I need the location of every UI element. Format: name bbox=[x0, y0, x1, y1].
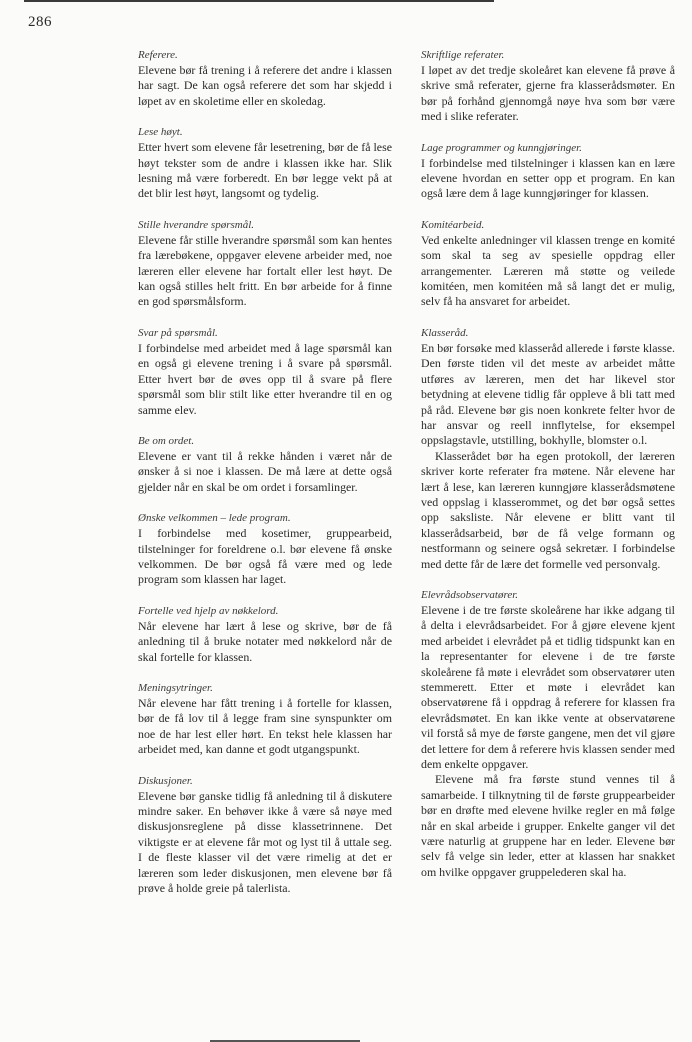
section-heading: Elevrådsobservatører. bbox=[421, 588, 519, 601]
section-heading: Skriftlige referater. bbox=[421, 49, 505, 61]
page-number: 286 bbox=[28, 14, 52, 30]
body-paragraph: Elevene får stille hverandre spørsmål som kan hentes fra lærebøkene, oppgaver elevene arbeider med, noe læreren eller elevene har fortalt eller lest høyt. De kan også stilles helt fritt. En bør arbeide for å finne en god spørsmålsform. bbox=[138, 232, 392, 309]
body-paragraph: Elevene bør ganske tidlig få anledning til å diskutere mindre saker. En behøver ikke å være så nøye med diskusjonsreglene på disse klassetrinnene. Det viktigste er at elevene får mot og lyst til å uttale seg. I de fleste klasser vil det være rimelig at det er læreren som leder diskusjonen, men elevene bør få prøve å holde greie på talerlista. bbox=[138, 788, 392, 896]
section-heading: Komitéarbeid. bbox=[421, 218, 485, 231]
body-paragraph: Når elevene har lært å lese og skrive, bør de få anledning til å bruke notater med nøkkelord når de skal fortelle for klassen. bbox=[138, 618, 392, 664]
section bbox=[421, 588, 675, 880]
section-heading: Klasseråd. bbox=[421, 326, 469, 339]
section bbox=[138, 511, 392, 588]
body-paragraph: Ved enkelte anledninger vil klassen trenge en komité som skal ta seg av spesielle oppdrag eller arrangementer. Læreren må støtte og veilede komitéen, men komitéen må så langt det er mulig, selv få ha ansvaret for arbeidet. bbox=[421, 232, 675, 309]
section-heading: Stille hverandre spørsmål. bbox=[138, 218, 254, 231]
section bbox=[138, 48, 392, 109]
section-heading: Lese høyt. bbox=[138, 126, 183, 139]
section-heading: Diskusjoner. bbox=[138, 774, 193, 787]
section bbox=[138, 326, 392, 418]
section bbox=[138, 218, 392, 310]
body-paragraph: I forbindelse med tilstelninger i klassen kan en lære elevene hvordan en setter opp et program. En kan også lære dem å lage kunngjøringer for klassen. bbox=[421, 155, 675, 201]
section-heading: Referere. bbox=[138, 49, 178, 61]
body-paragraph: Elevene er vant til å rekke hånden i været når de ønsker å si noe i klassen. De må lære at dette også gjelder når en skal be om ordet i forsamlinger. bbox=[138, 448, 392, 494]
section bbox=[138, 434, 392, 495]
section bbox=[421, 218, 675, 310]
section bbox=[421, 326, 675, 572]
section bbox=[421, 141, 675, 202]
section-heading: Svar på spørsmål. bbox=[138, 326, 218, 339]
section-heading: Lage programmer og kunngjøringer. bbox=[421, 141, 582, 154]
body-paragraph: Når elevene har fått trening i å fortelle for klassen, bør de få lov til å legge fram sine synspunkter om noe de har lest eller hørt. En tekst hele klassen har arbeidet med, kan danne et godt utgangspunkt. bbox=[138, 695, 392, 757]
section bbox=[138, 681, 392, 758]
body-paragraph: Klasserådet bør ha egen protokoll, der læreren skriver korte referater fra møtene. Når elevene har lært å lese, kan læreren kunngjøre klasserådsmøtene ved oppslag i klasserommet, og det bør også settes opp saksliste. Når elevene er blitt vant til klasserådsarbeid, bør de få velge formann og nestformann og seinere også sekretær. I forbindelse med dette får de lære det formelle ved personvalg. bbox=[421, 448, 675, 571]
body-paragraph: I forbindelse med kosetimer, gruppearbeid, tilstelninger for foreldrene o.l. bør elevene få ønske velkommen. De bør også få være med og lede program som klassen har laget. bbox=[138, 526, 392, 587]
section bbox=[138, 774, 392, 897]
left-column bbox=[138, 48, 392, 912]
section bbox=[421, 48, 675, 125]
section bbox=[138, 604, 392, 665]
body-paragraph: Elevene må fra første stund vennes til å samarbeide. I tilknytning til de første gruppearbeider bør en drøfte med elevene hvilke regler en må følge når en skal arbeide i grupper. Enkelte ganger vil det være naturlig at gruppene har en leder. Elevene bør selv få velge sin leder, etter at klassen har snakket om hvilke oppgaver gruppelederen skal ha. bbox=[421, 772, 675, 879]
section-heading: Meningsytringer. bbox=[138, 681, 213, 694]
body-paragraph: Elevene bør få trening i å referere det andre i klassen har sagt. De kan også referere det som har skjedd i løpet av en skoletime eller en skoledag. bbox=[138, 63, 392, 108]
body-paragraph: En bør forsøke med klasseråd allerede i første klasse. Den første tiden vil det meste av arbeidet måtte utføres av læreren, men det har likevel stor betydning at elevene tidlig får oppleve å bli tatt med på råd. Elevene bør gis noen konkrete felter hvor de har ansvar og reell innflytelse, for eksempel oppslagstavle, utstilling, bokhylle, blomster o.l. bbox=[421, 340, 675, 448]
section-heading: Ønske velkommen – lede program. bbox=[138, 512, 291, 525]
body-paragraph: Etter hvert som elevene får lesetrening, bør de få lese høyt tekster som de andre i klassen ikke har. Slik lesning må være forberedt. En bør legge vekt på at det blir lest høyt, langsomt og tydelig. bbox=[138, 140, 392, 201]
section-heading: Fortelle ved hjelp av nøkkelord. bbox=[138, 604, 279, 617]
section bbox=[138, 125, 392, 202]
body-paragraph: I forbindelse med arbeidet med å lage spørsmål kan en også gi elevene trening i å svare på spørsmål. Etter hvert bør de øves opp til å svare på flere spørsmål som blir stilt like etter hverandre til en og samme elev. bbox=[138, 340, 392, 417]
body-paragraph: I løpet av det tredje skoleåret kan elevene få prøve å skrive små referater, gjerne fra klasserådsmøter. En bør på forhånd gjennomgå nøye hva som bør være med i slike referater. bbox=[421, 63, 675, 124]
right-column bbox=[421, 48, 675, 896]
section-heading: Be om ordet. bbox=[138, 434, 195, 447]
body-paragraph: Elevene i de tre første skoleårene har ikke adgang til å delta i elevrådsarbeidet. For å gjøre elevene kjent med arbeidet i elevrådet på et tidlig tidspunkt kan en la representanter for elevene i de tre første skoleårene få møte i elevrådet som observatører uten stemmerett. Etter et møte i elevrådet kan observatørene få i oppdrag å referere for klassen fra elevrådsmøtet. En kan ikke vente at observatørene vil forstå så mye de første gangene, men det vil gjøre det lettere for dem å referere hvis klassen sender med dem enkelte oppgaver. bbox=[421, 602, 675, 772]
top-rule bbox=[24, 0, 494, 2]
